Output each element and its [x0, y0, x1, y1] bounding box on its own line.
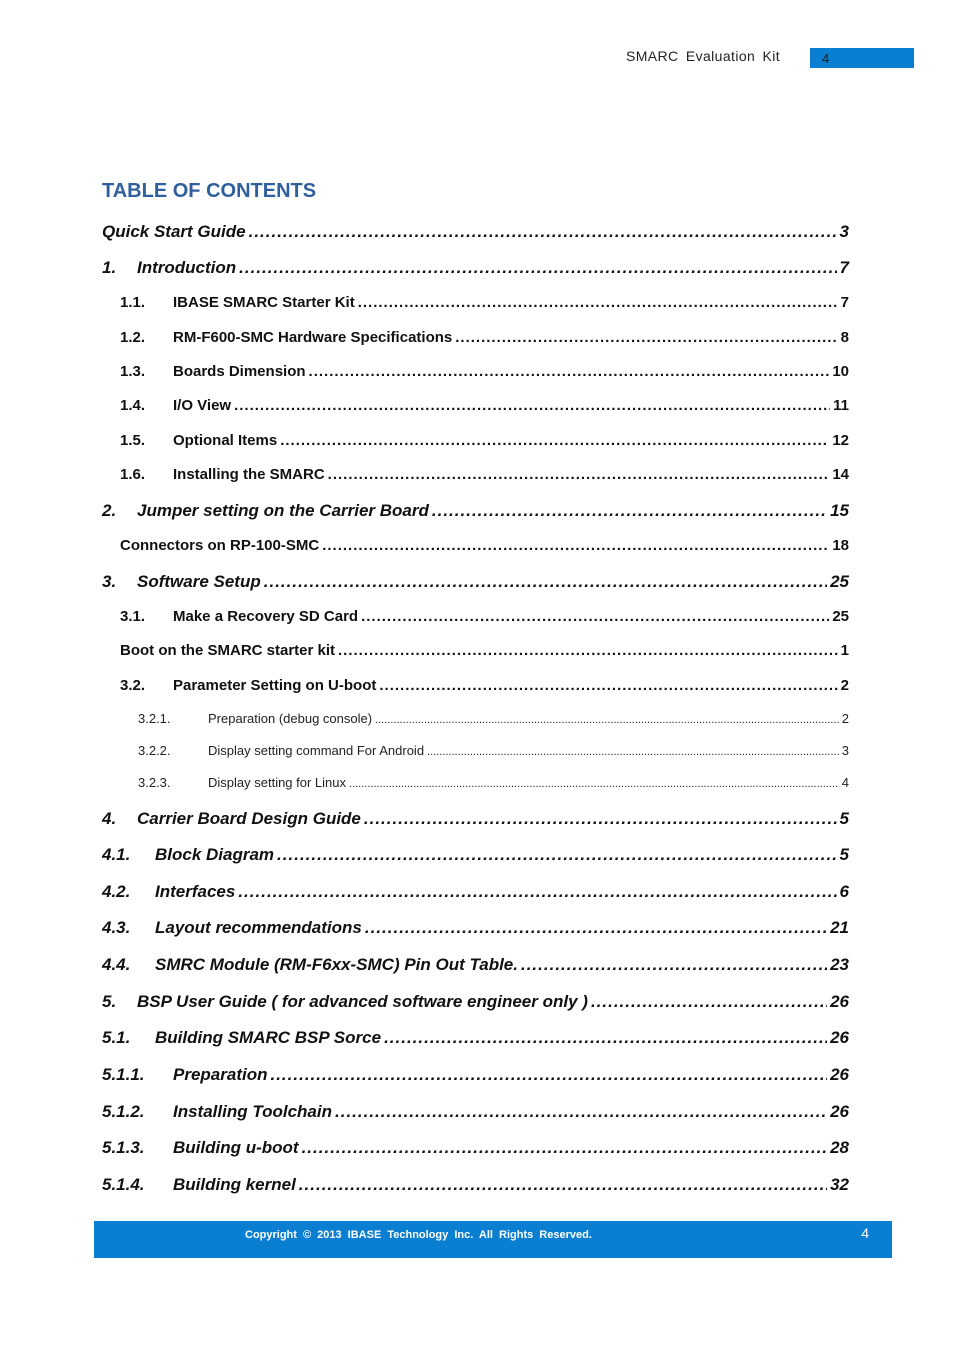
- toc-leader: [328, 466, 830, 483]
- toc-leader: [239, 258, 836, 278]
- toc-leader: [322, 537, 829, 554]
- toc-entry-page: 21: [830, 918, 849, 937]
- toc-entry-title: RM-F600-SMC Hardware Specifications: [173, 329, 453, 346]
- toc-entry-number: 5.: [102, 992, 117, 1011]
- toc-entry-number: 1.6.: [120, 466, 146, 483]
- toc-leader: [264, 572, 827, 592]
- toc-leader: [358, 294, 838, 311]
- toc-entry-page: 28: [830, 1138, 849, 1157]
- toc-entry-number: 1.4.: [120, 397, 146, 414]
- toc-entry[interactable]: [102, 1065, 849, 1085]
- toc-entry-page: 5: [839, 809, 849, 828]
- toc-entry-number: 1.2.: [120, 329, 146, 346]
- toc-leader: [338, 642, 838, 659]
- toc-entry[interactable]: [102, 1028, 849, 1048]
- toc-entry-number: 1.5.: [120, 432, 146, 449]
- toc-entry-title: Building SMARC BSP Sorce: [155, 1028, 382, 1047]
- toc-entry-number: 5.1.1.: [102, 1065, 145, 1084]
- toc-entry-title: Parameter Setting on U-boot: [173, 677, 377, 694]
- toc-entry-number: 3.2.: [120, 677, 146, 694]
- toc-leader: [455, 329, 837, 346]
- copyright-text: Copyright © 2013 IBASE Technology Inc. All Rights Reserved.: [245, 1229, 592, 1241]
- toc-entry-number: 4.4.: [102, 955, 131, 974]
- toc-entry[interactable]: [138, 743, 849, 758]
- toc-entry-page: 26: [830, 1028, 849, 1047]
- toc-entry-title: Interfaces: [155, 882, 236, 901]
- toc-leader: [349, 778, 839, 790]
- toc-entry-title: Installing Toolchain: [173, 1102, 332, 1121]
- toc-entry[interactable]: [102, 572, 849, 592]
- toc-leader: [335, 1102, 827, 1122]
- toc-entry-number: 3.: [102, 572, 117, 591]
- toc-entry[interactable]: [120, 608, 849, 625]
- toc-entry-page: 8: [840, 329, 849, 346]
- toc-entry-title: Block Diagram: [155, 845, 275, 864]
- toc-entry-page: 14: [832, 466, 849, 483]
- toc-leader: [427, 746, 839, 758]
- toc-entry-page: 5: [839, 845, 849, 864]
- toc-entry-title: Installing the SMARC: [173, 466, 325, 483]
- toc-entry[interactable]: [102, 809, 849, 829]
- toc-entry[interactable]: [120, 677, 849, 694]
- toc-entry-title: BSP User Guide ( for advanced software engineer only ): [137, 992, 588, 1011]
- toc-entry[interactable]: [102, 222, 849, 242]
- toc-entry-title: Preparation: [173, 1065, 268, 1084]
- toc-entry-title: Carrier Board Design Guide: [137, 809, 361, 828]
- toc-entry-number: 4.3.: [102, 918, 131, 937]
- toc-entry-number: 1.1.: [120, 294, 146, 311]
- toc-entry-number: 5.1.3.: [102, 1138, 145, 1157]
- toc-entry[interactable]: [120, 432, 849, 449]
- toc-leader: [379, 677, 837, 694]
- toc-leader: [309, 363, 830, 380]
- toc-entry-number: 5.1.4.: [102, 1175, 145, 1194]
- toc-entry[interactable]: [102, 501, 849, 521]
- toc-entry-page: 10: [832, 363, 849, 380]
- toc-entry-page: 23: [830, 955, 849, 974]
- toc-entry-number: 5.1.2.: [102, 1102, 145, 1121]
- toc-entry[interactable]: [102, 258, 849, 278]
- toc-entry-page: 26: [830, 992, 849, 1011]
- toc-entry-page: 1: [840, 642, 849, 659]
- toc-entry[interactable]: [102, 1138, 849, 1158]
- toc-leader: [299, 1175, 827, 1195]
- toc-entry[interactable]: [138, 775, 849, 790]
- toc-entry-title: Building u-boot: [173, 1138, 299, 1157]
- toc-entry[interactable]: [120, 329, 849, 346]
- toc-leader: [591, 992, 827, 1012]
- toc-entry-title: Connectors on RP-100-SMC: [120, 537, 320, 554]
- toc-leader: [238, 882, 836, 902]
- toc-entry-page: 6: [839, 882, 849, 901]
- toc-leader: [521, 955, 827, 975]
- toc-leader: [432, 501, 827, 521]
- toc-entry-number: 3.2.3.: [138, 775, 171, 790]
- toc-entry-number: 2.: [102, 501, 117, 520]
- toc-leader: [270, 1065, 827, 1085]
- toc-entry-number: 3.1.: [120, 608, 146, 625]
- toc-entry-number: 4.: [102, 809, 117, 828]
- toc-entry-title: Make a Recovery SD Card: [173, 608, 359, 625]
- toc-entry-number: 4.2.: [102, 882, 131, 901]
- toc-entry-page: 7: [840, 294, 849, 311]
- toc-entry-page: 2: [841, 711, 849, 726]
- toc-entry-number: 5.1.: [102, 1028, 131, 1047]
- toc-entry[interactable]: [102, 1175, 849, 1195]
- toc-entry-title: Layout recommendations: [155, 918, 362, 937]
- toc-entry-number: 1.: [102, 258, 117, 277]
- toc-leader: [361, 608, 829, 625]
- toc-entry-page: 25: [830, 572, 849, 591]
- toc-entry-title: Boards Dimension: [173, 363, 306, 380]
- toc-entry-page: 4: [841, 775, 849, 790]
- toc-entry-page: 3: [841, 743, 849, 758]
- toc-entry-title: Display setting for Linux: [208, 775, 347, 790]
- toc-entry[interactable]: [102, 918, 849, 938]
- toc-entry[interactable]: [102, 955, 849, 975]
- toc-entry-title: Boot on the SMARC starter kit: [120, 642, 336, 659]
- toc-entry-page: 7: [839, 258, 849, 277]
- toc-entry-page: 32: [830, 1175, 849, 1194]
- toc-leader: [365, 918, 827, 938]
- toc-entry[interactable]: [138, 711, 849, 726]
- toc-entry-number: 1.3.: [120, 363, 146, 380]
- toc-entry-title: SMRC Module (RM-F6xx-SMC) Pin Out Table.: [155, 955, 518, 974]
- document-title: SMARC Evaluation Kit: [626, 48, 781, 64]
- toc-leader: [249, 222, 837, 242]
- toc-leader: [302, 1138, 828, 1158]
- toc-entry-title: Optional Items: [173, 432, 278, 449]
- toc-entry-title: Introduction: [137, 258, 237, 277]
- toc-leader: [364, 809, 837, 829]
- toc-entry-page: 11: [833, 397, 849, 414]
- toc-entry-page: 3: [839, 222, 849, 241]
- toc-entry[interactable]: [102, 845, 849, 865]
- toc-entry[interactable]: [120, 642, 849, 659]
- toc-entry-title: I/O View: [173, 397, 232, 414]
- toc-entry-title: Software Setup: [137, 572, 261, 591]
- header-page-number: 4: [822, 51, 830, 66]
- toc-entry-number: 3.2.2.: [138, 743, 171, 758]
- toc-entry-page: 12: [832, 432, 849, 449]
- header-page-box: [810, 48, 914, 68]
- toc-entry[interactable]: [102, 882, 849, 902]
- toc-entry-page: 18: [832, 537, 849, 554]
- toc-entry[interactable]: [120, 537, 849, 554]
- toc-entry-page: 15: [830, 501, 849, 520]
- toc-entry-number: 4.1.: [102, 845, 131, 864]
- toc-entry-title: Preparation (debug console): [208, 711, 373, 726]
- toc-entry[interactable]: [120, 294, 849, 311]
- toc-entry-page: 26: [830, 1102, 849, 1121]
- toc-leader: [277, 845, 836, 865]
- toc-entry-title: Jumper setting on the Carrier Board: [137, 501, 429, 520]
- footer-page-number: 4: [861, 1225, 869, 1241]
- toc-entry[interactable]: [120, 397, 849, 414]
- toc-entry-title: Quick Start Guide: [102, 222, 246, 241]
- toc-leader: [280, 432, 829, 449]
- toc-entry[interactable]: [102, 992, 849, 1012]
- toc-heading: TABLE OF CONTENTS: [102, 180, 317, 202]
- page-footer: [94, 1221, 892, 1258]
- toc-entry[interactable]: [120, 466, 849, 483]
- toc-entry-title: Display setting command For Android: [208, 743, 425, 758]
- toc-entry-title: Building kernel: [173, 1175, 296, 1194]
- toc-entry-page: 25: [832, 608, 849, 625]
- toc-leader: [384, 1028, 827, 1048]
- toc-entry[interactable]: [120, 363, 849, 380]
- toc-entry[interactable]: [102, 1102, 849, 1122]
- toc-entry-page: 2: [840, 677, 849, 694]
- toc-entry-page: 26: [830, 1065, 849, 1084]
- toc-entry-number: 3.2.1.: [138, 711, 171, 726]
- toc-leader: [375, 714, 839, 726]
- toc-leader: [234, 397, 830, 414]
- toc-entry-title: IBASE SMARC Starter Kit: [173, 294, 355, 311]
